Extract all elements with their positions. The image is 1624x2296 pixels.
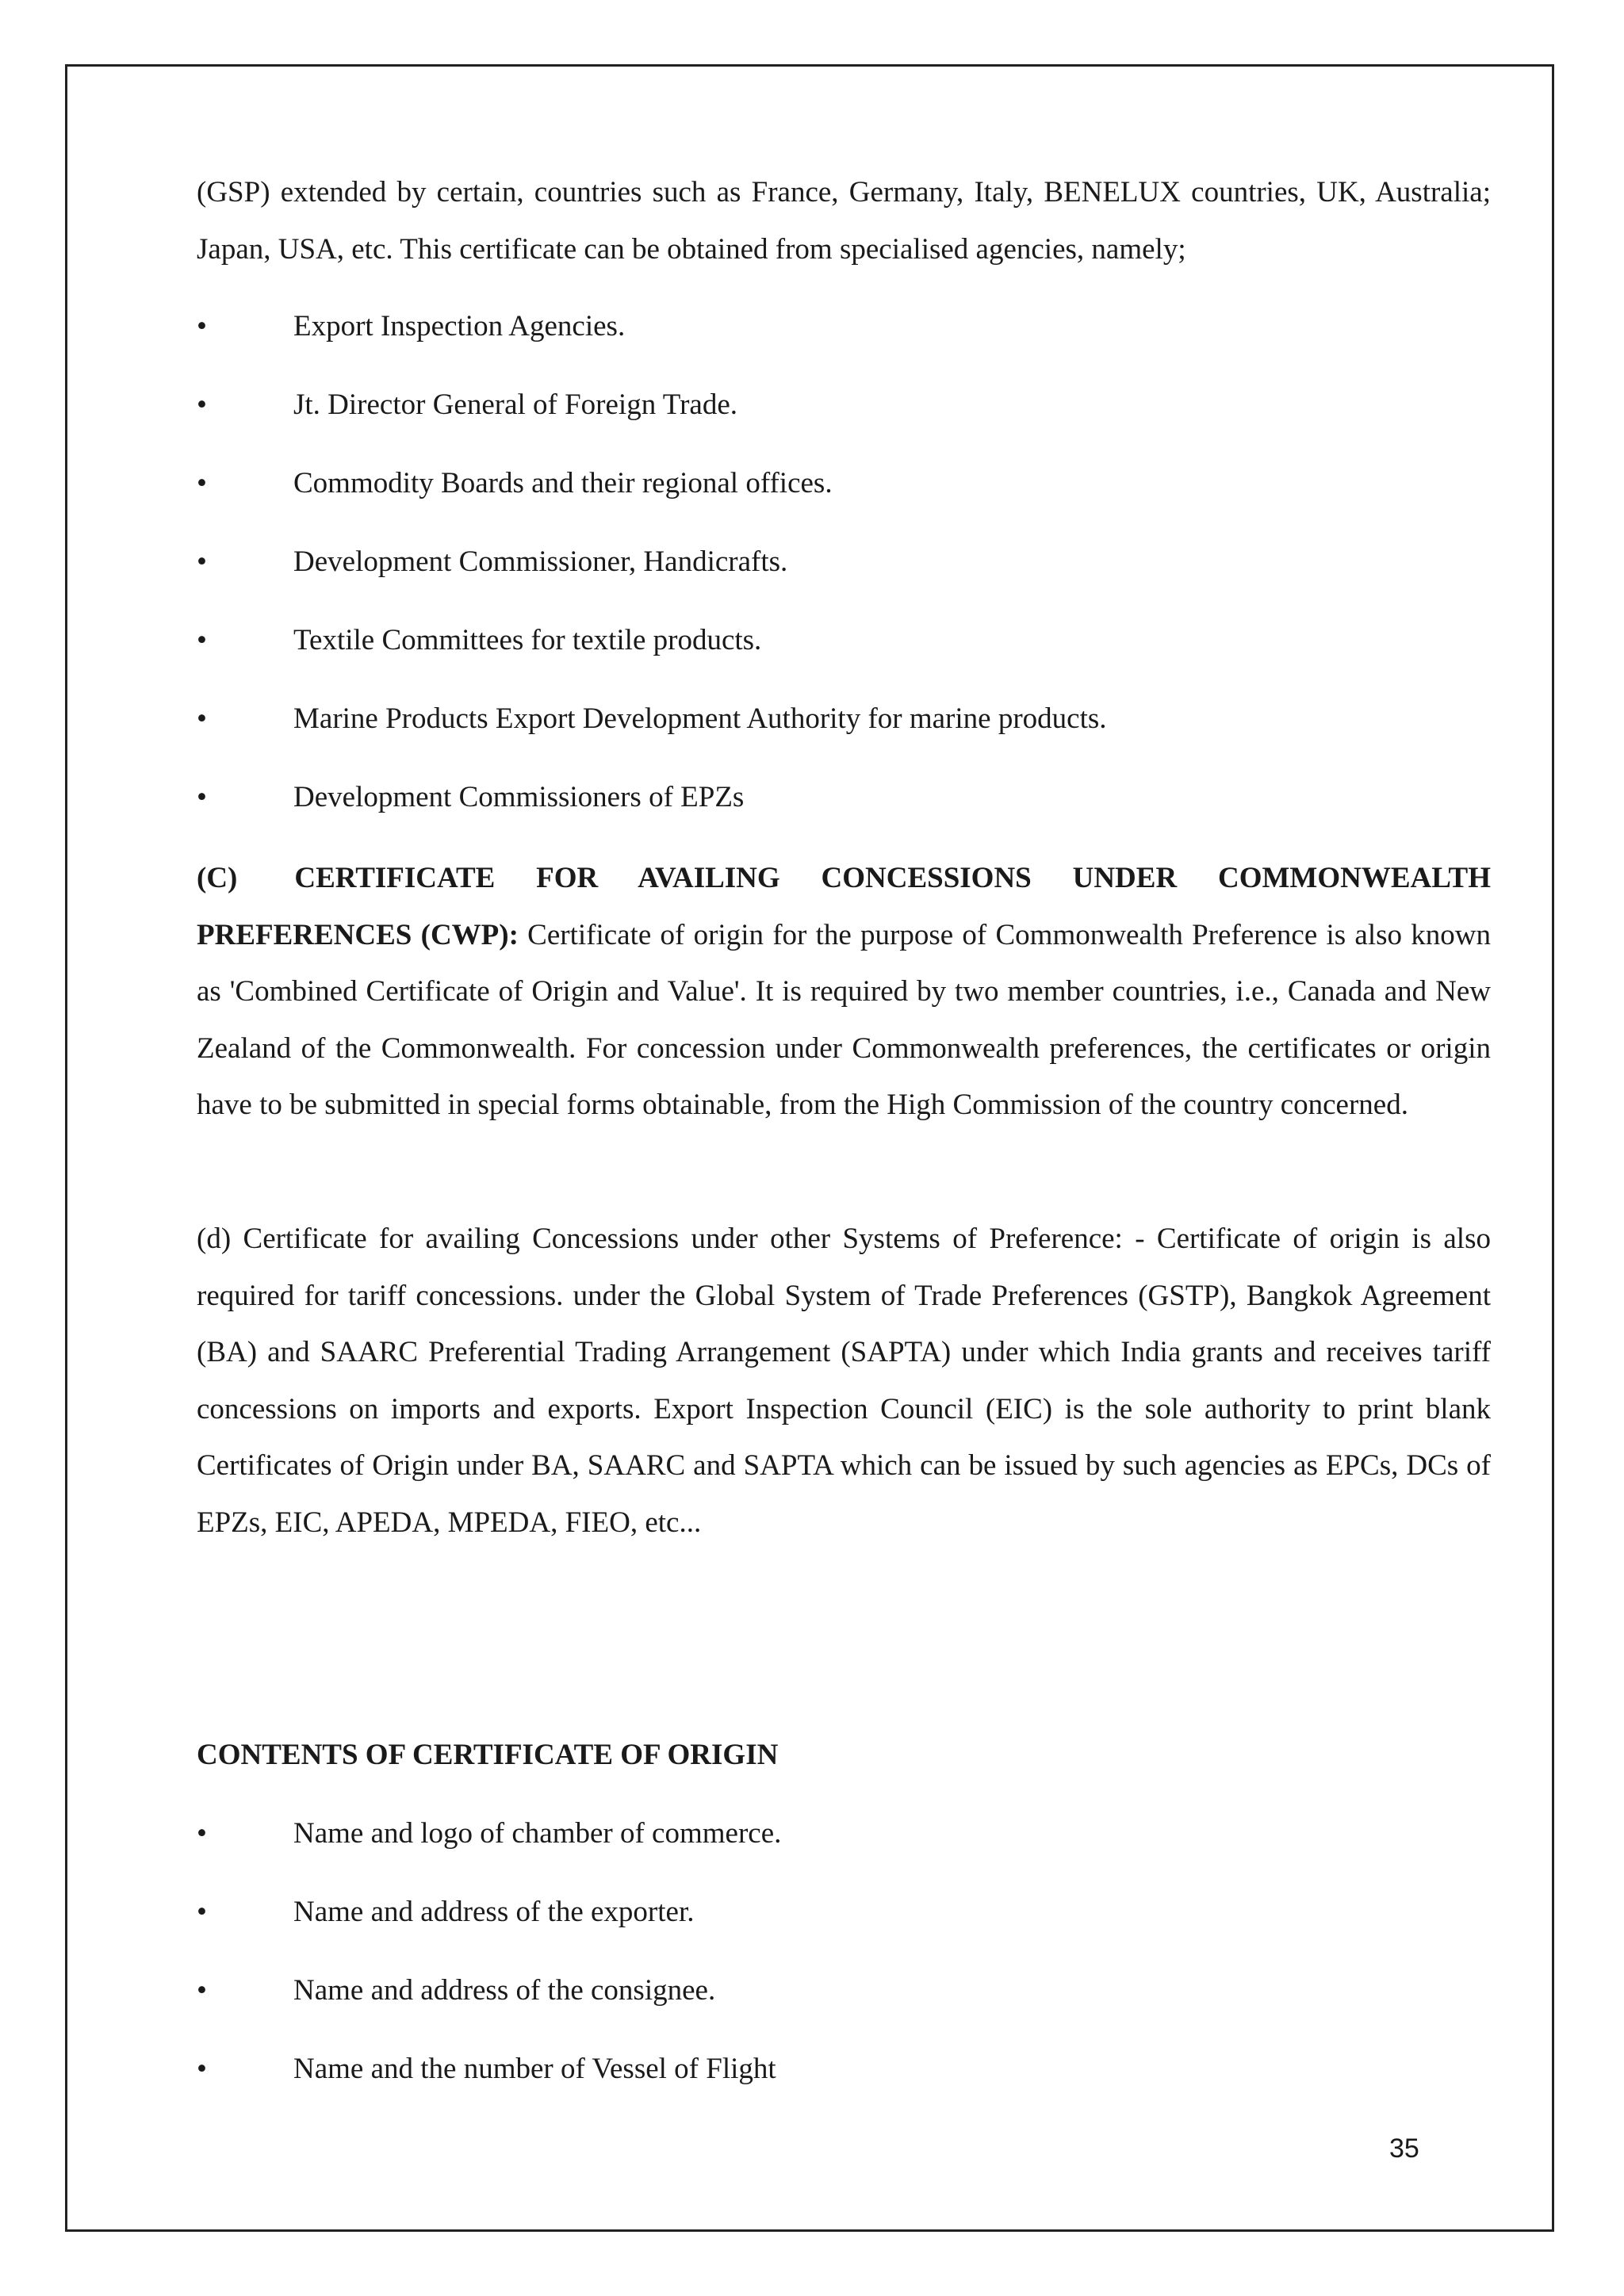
bullet-marker: • — [197, 467, 207, 499]
contents-item-label: Name and the number of Vessel of Flight — [293, 2053, 776, 2085]
section-d-paragraph — [197, 1211, 1491, 1551]
bullet-marker: • — [197, 624, 207, 656]
agency-label: Jt. Director General of Foreign Trade. — [293, 388, 738, 421]
section-d-text: (d) Certificate for availing Concessions under other Systems of Preference: - Certificate of origin is also required for tariff concessions. under the Global System of Trade Preferences (GSTP), Bangkok Agreement (BA) and SAARC Preferential Trading Arrangement (SAPTA) under which India grants and receives tariff concessions on imports and exports. Export Inspection Council (EIC) is the sole authority to print blank Certificates of Origin under BA, SAARC and SAPTA which can be issued by such agencies as EPCs, DCs of EPZs, EIC, APEDA, MPEDA, FIEO, etc... — [197, 1223, 1491, 1539]
agency-label: Development Commissioner, Handicrafts. — [293, 545, 788, 578]
agency-label: Marine Products Export Development Authority for marine products. — [293, 702, 1107, 735]
contents-item-label: Name and logo of chamber of commerce. — [293, 1817, 782, 1850]
bullet-marker: • — [197, 702, 207, 735]
intro-text: (GSP) extended by certain, countries such as France, Germany, Italy, BENELUX countries, UK, Australia; Japan, USA, etc. This certificate can be obtained from specialised agencies, namely; — [197, 176, 1491, 266]
agency-label: Export Inspection Agencies. — [293, 310, 626, 342]
list-item — [197, 538, 1491, 586]
section-c-label: (C) — [197, 862, 238, 894]
list-item — [197, 617, 1491, 664]
page-number: 35 — [1389, 2133, 1419, 2164]
bullet-marker: • — [197, 1896, 207, 1928]
list-item — [197, 695, 1491, 743]
list-item — [197, 303, 1491, 350]
contents-item-label: Name and address of the consignee. — [293, 1974, 716, 2007]
bullet-marker: • — [197, 1974, 207, 2007]
list-item — [197, 381, 1491, 429]
list-item — [197, 1810, 1491, 1858]
section-c-paragraph — [197, 850, 1491, 1134]
bullet-marker: • — [197, 388, 207, 421]
contents-heading: CONTENTS OF CERTIFICATE OF ORIGIN — [197, 1739, 779, 1771]
list-item — [197, 460, 1491, 507]
bullet-marker: • — [197, 1817, 207, 1850]
bullet-marker: • — [197, 310, 207, 342]
section-c-heading: CERTIFICATE FOR AVAILING CONCESSIONS UNDER COMMONWEALTH PREFERENCES (CWP): — [197, 862, 1491, 951]
list-item — [197, 2045, 1491, 2093]
list-item — [197, 1967, 1491, 2015]
bullet-marker: • — [197, 781, 207, 813]
intro-paragraph — [197, 164, 1491, 277]
agency-label: Development Commissioners of EPZs — [293, 781, 745, 813]
bullet-marker: • — [197, 2053, 207, 2085]
section-c-body: Certificate of origin for the purpose of Commonwealth Preference is also known as 'Combined Certificate of Origin and Value'. It is required by two member countries, i.e., Canada and New Zealand of the Commonwealth. For concession under Commonwealth preferences, the certificates or origin have to be submitted in special forms obtainable, from the High Commission of the country concerned. — [197, 918, 1491, 1121]
list-item — [197, 1888, 1491, 1936]
agency-label: Textile Committees for textile products. — [293, 624, 762, 656]
bullet-marker: • — [197, 545, 207, 578]
agency-label: Commodity Boards and their regional offices. — [293, 467, 833, 499]
list-item — [197, 774, 1491, 821]
contents-item-label: Name and address of the exporter. — [293, 1896, 695, 1928]
